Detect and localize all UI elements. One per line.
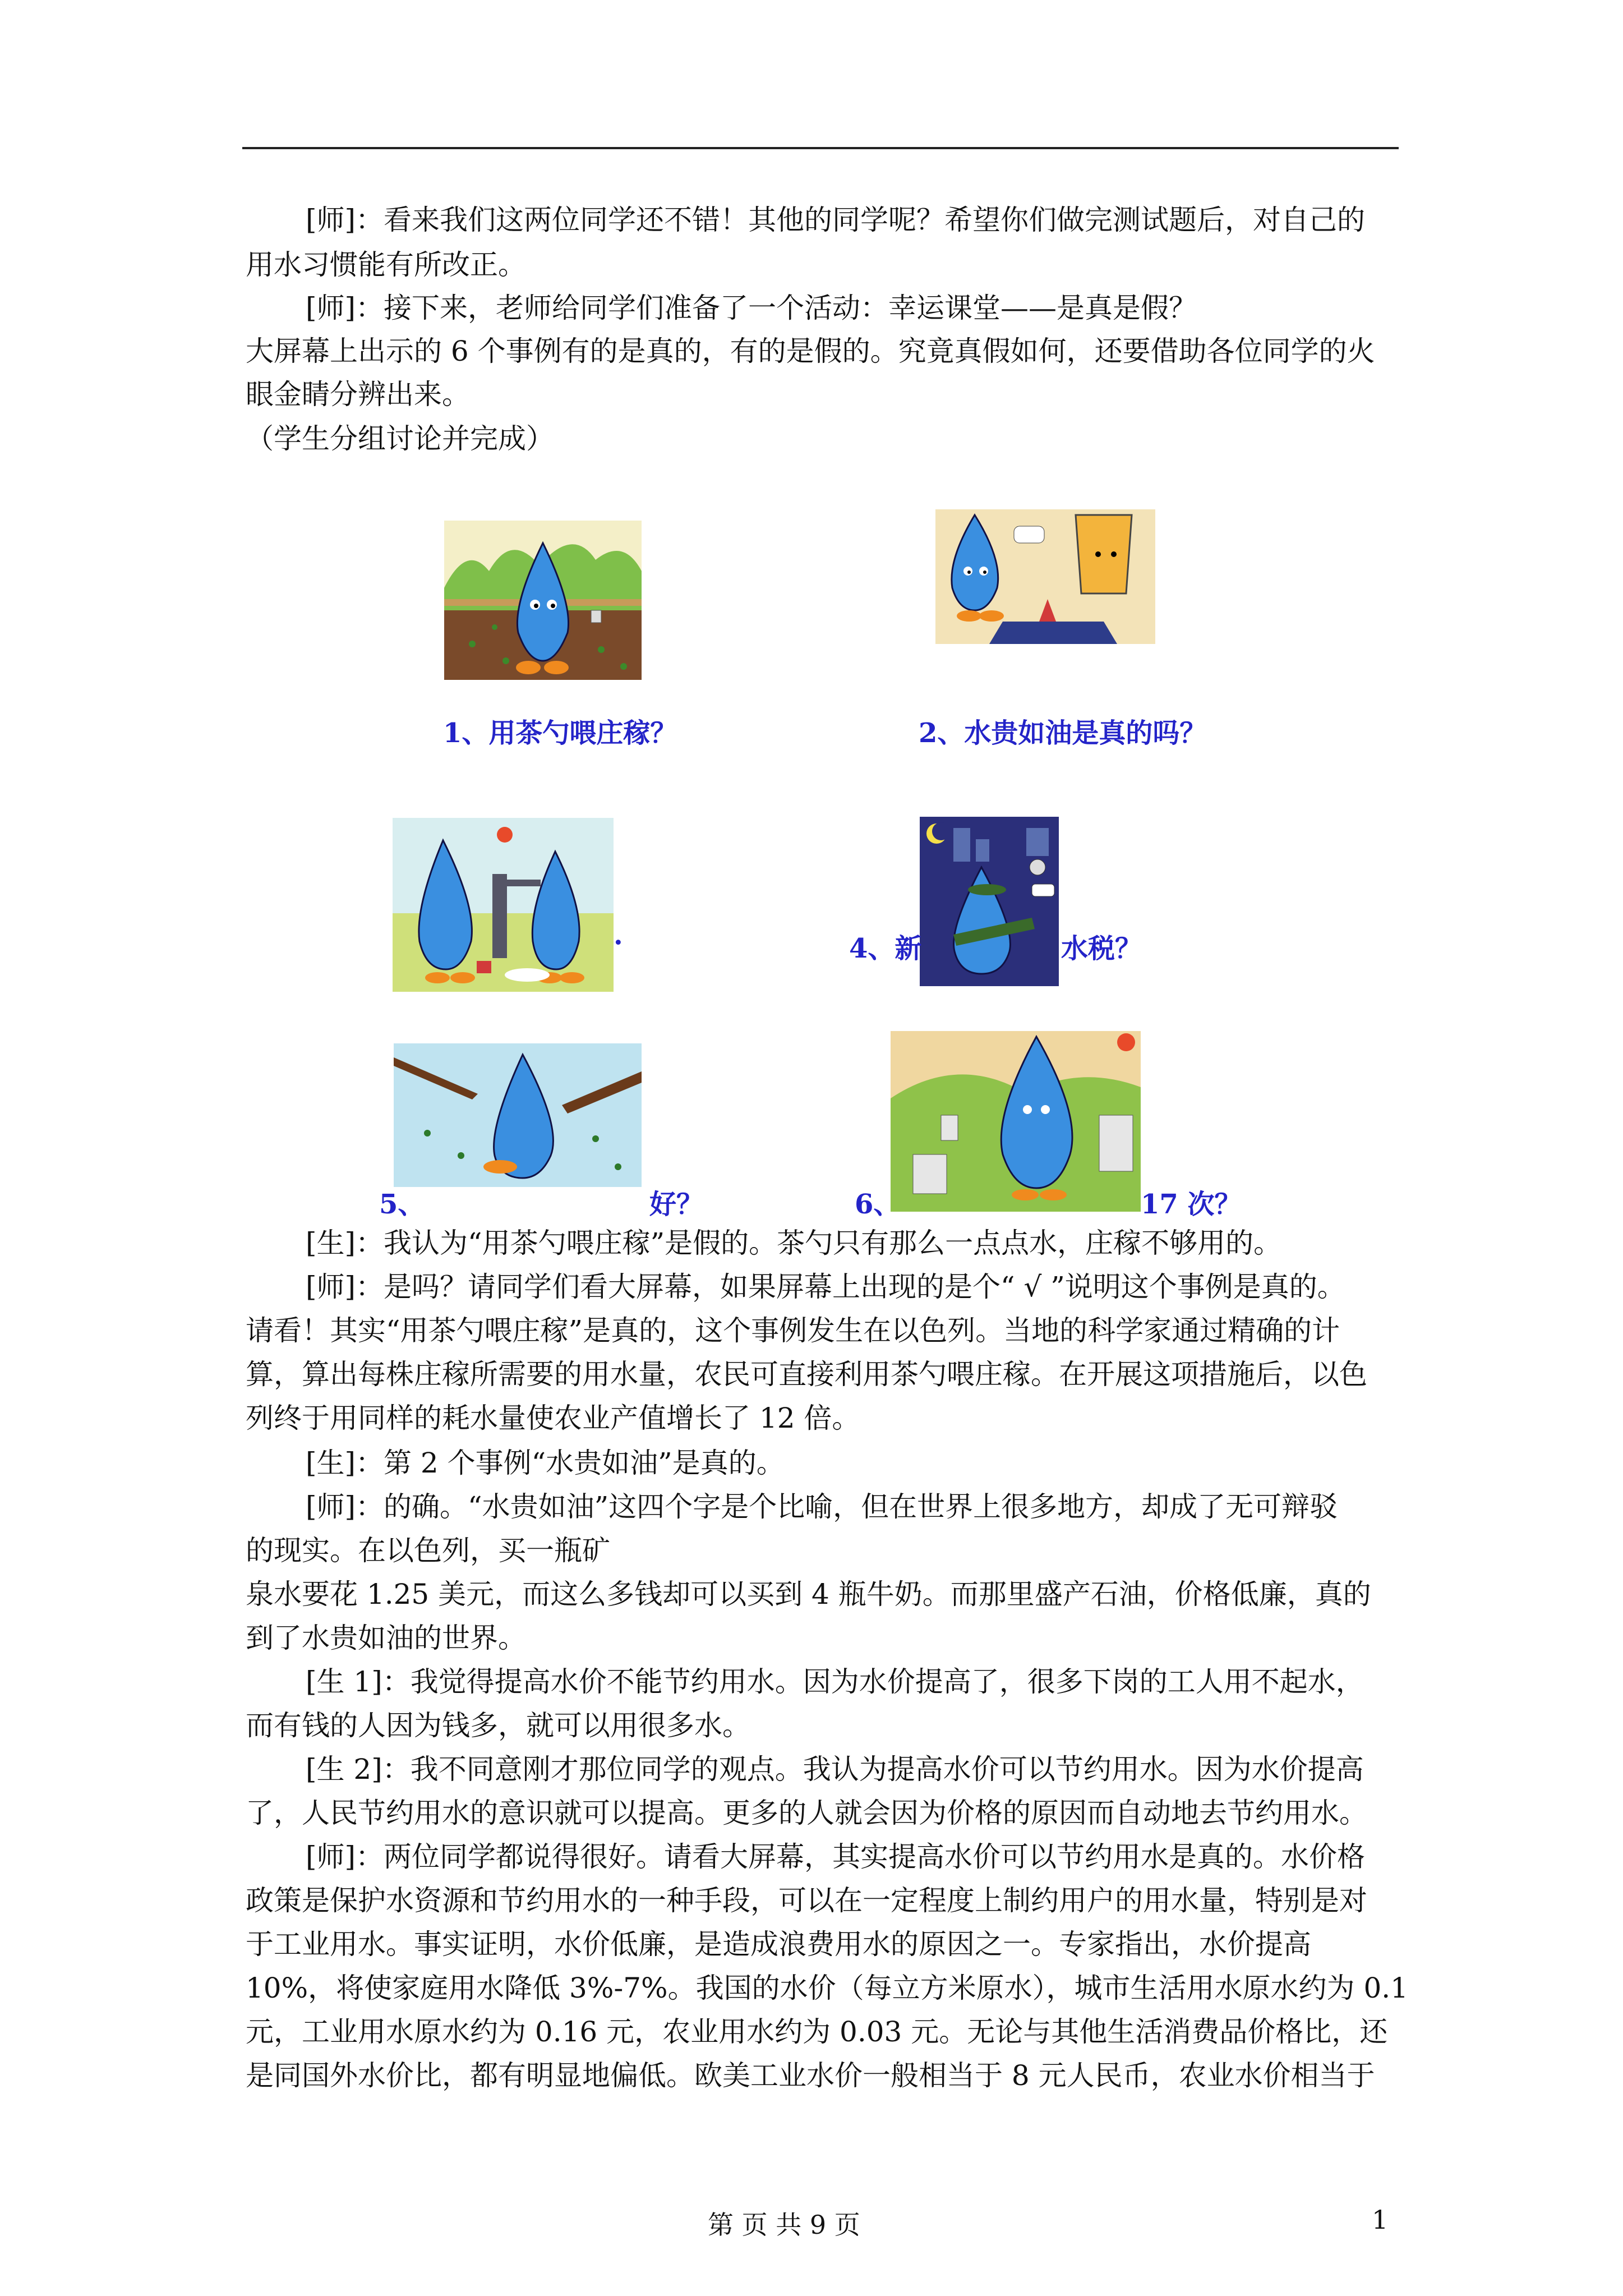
illustration-6-factory — [891, 1031, 1141, 1212]
caption-5-end: 好？ — [649, 1189, 704, 1220]
paragraph: 请看！其实“用茶勺喂庄稼”是真的，这个事例发生在以色列。当地的科学家通过精确的计 — [246, 1314, 1340, 1347]
paragraph: 泉水要花 1.25 美元，而这么多钱却可以买到 4 瓶牛奶。而那里盛产石油，价格低廉，真的 — [246, 1578, 1371, 1611]
caption-3-fragment: · — [614, 927, 623, 958]
caption-4-end: 水税？ — [1061, 933, 1142, 964]
illustration-1-field — [444, 521, 642, 680]
paragraph: 了，人民节约用水的意识就可以提高。更多的人就会因为价格的原因而自动地去节约用水。 — [246, 1797, 1367, 1829]
illustration-3-pump — [393, 818, 614, 992]
paragraph: [师]：看来我们这两位同学还不错！其他的同学呢？希望你们做完测试题后，对自己的 — [306, 204, 1366, 236]
paragraph: [师]：的确。“水贵如油”这四个字是个比喻，但在世界上很多地方，却成了无可辩驳 — [306, 1490, 1338, 1523]
paragraph: 用水习惯能有所改正。 — [246, 249, 526, 281]
paragraph: 到了水贵如油的世界。 — [246, 1622, 526, 1654]
paragraph: [生 1]：我觉得提高水价不能节约用水。因为水价提高了，很多下岗的工人用不起水， — [306, 1665, 1364, 1698]
paragraph: [生]：第 2 个事例“水贵如油”是真的。 — [306, 1447, 785, 1479]
caption-5-start: 5、 — [379, 1189, 425, 1220]
header-rule — [242, 147, 1399, 149]
paragraph: 元，工业用水原水约为 0.16 元，农业用水约为 0.03 元。无论与其他生活消费品价格比，还 — [246, 2016, 1388, 2048]
paragraph: 而有钱的人因为钱多，就可以用很多水。 — [246, 1709, 750, 1742]
paragraph: 的现实。在以色列，买一瓶矿 — [246, 1534, 610, 1567]
caption-2: 2、水贵如油是真的吗？ — [919, 717, 1207, 749]
page-number: 1 — [1372, 2205, 1389, 2235]
paragraph: 算，算出每株庄稼所需要的用水量，农民可直接利用茶勺喂庄稼。在开展这项措施后，以色 — [246, 1358, 1367, 1391]
caption-6-start: 6、 — [855, 1189, 901, 1220]
caption-1: 1、用茶勺喂庄稼？ — [443, 717, 677, 749]
paragraph: 政策是保护水资源和节约用水的一种手段，可以在一定程度上制约用户的用水量，特别是对 — [246, 1884, 1367, 1917]
paragraph: 于工业用水。事实证明，水价低廉，是造成浪费用水的原因之一。专家指出，水价提高 — [246, 1928, 1311, 1961]
paragraph: [生]：我认为“用茶勺喂庄稼”是假的。茶勺只有那么一点点水，庄稼不够用的。 — [306, 1227, 1282, 1259]
illustration-2-drop-and-oil — [935, 509, 1155, 654]
paragraph: [师]：两位同学都说得很好。请看大屏幕，其实提高水价可以节约用水是真的。水价格 — [306, 1841, 1366, 1873]
illustration-5-river — [394, 1043, 642, 1187]
paragraph: 是同国外水价比，都有明显地偏低。欧美工业水价一般相当于 8 元人民币，农业水价相当于 — [246, 2059, 1375, 2092]
paragraph: 眼金睛分辨出来。 — [246, 378, 470, 411]
page-footer: 第 页 共 9 页 — [708, 2210, 860, 2240]
caption-4-start: 4、新 — [849, 933, 922, 964]
paragraph: 10%，将使家庭用水降低 3%-7%。我国的水价（每立方米原水），城市生活用水原水约为 0.1 — [246, 1972, 1408, 2004]
paragraph: [师]：是吗？请同学们看大屏幕，如果屏幕上出现的是个“ √ ”说明这个事例是真的。 — [306, 1271, 1345, 1303]
paragraph: （学生分组讨论并完成） — [246, 422, 554, 455]
paragraph: 大屏幕上出示的 6 个事例有的是真的，有的是假的。究竟真假如何，还要借助各位同学的火 — [246, 335, 1375, 367]
paragraph: 列终于用同样的耗水量使农业产值增长了 12 倍。 — [246, 1402, 860, 1434]
paragraph: [师]：接下来，老师给同学们准备了一个活动：幸运课堂——是真是假？ — [306, 292, 1197, 324]
paragraph: [生 2]：我不同意刚才那位同学的观点。我认为提高水价可以节约用水。因为水价提高 — [306, 1753, 1364, 1786]
illustration-4-city — [920, 817, 1059, 986]
caption-6-end: 17 次？ — [1141, 1189, 1242, 1220]
